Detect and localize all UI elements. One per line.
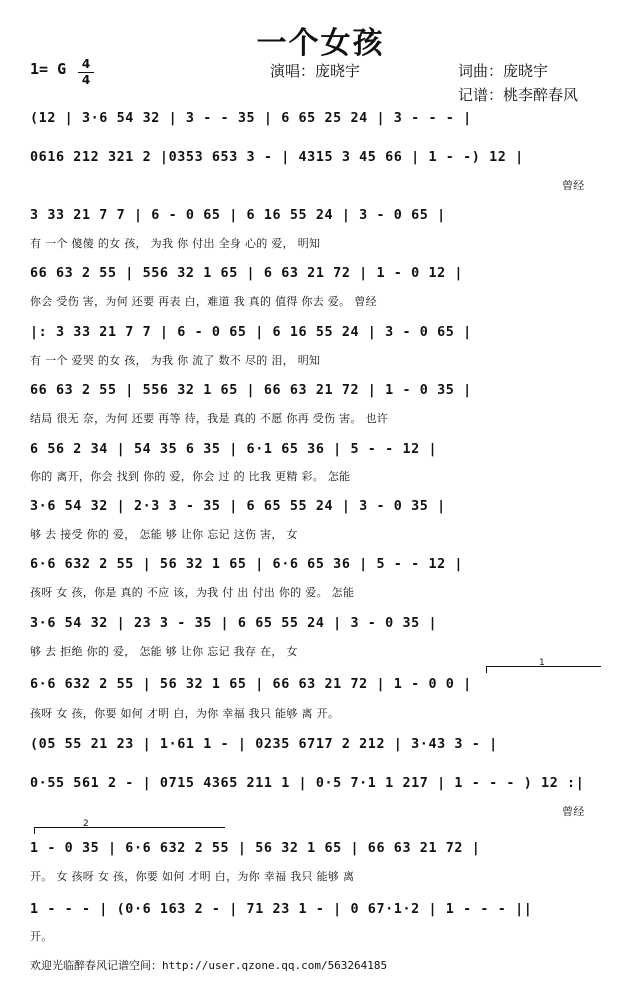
lyric-row-4: 你会 受伤 害，为何 还要 再表 白，难道 我 真的 值得 你去 爱。 曾经 <box>30 295 377 308</box>
score-row-8: 3·6 54 32 | 2·3 3 - 35 | 6 65 55 24 | 3 - 0 35 | <box>30 499 446 514</box>
transcriber-credit: 记谱：桃李醉春风 <box>458 86 579 104</box>
lyric-row-9: 孩呀 女 孩，你是 真的 不应 该，为我 付 出 付出 你的 爱。 怎能 <box>30 586 355 599</box>
volta-number-1: 1 <box>539 658 545 668</box>
score-row-12: (05 55 21 23 | 1·61 1 - | 0235 6717 2 212 | 3·43 3 - | <box>30 737 498 752</box>
lyric-row-2: 曾经 <box>562 179 585 192</box>
score-row-4: 66 63 2 55 | 556 32 1 65 | 6 63 21 72 | 1 - 0 12 | <box>30 266 464 281</box>
time-signature-bottom: 4 <box>81 73 91 87</box>
volta-bracket-1 <box>486 658 601 673</box>
lyric-row-8: 够 去 接受 你的 爱， 怎能 够 让你 忘记 这伤 害， 女 <box>30 528 298 541</box>
lyric-row-11: 孩呀 女 孩，你要 如何 才明 白，为你 幸福 我只 能够 离 开。 <box>30 707 340 720</box>
score-row-6: 66 63 2 55 | 556 32 1 65 | 66 63 21 72 | 1 - 0 35 | <box>30 383 472 398</box>
score-row-1: (12 | 3·6 54 32 | 3 - - 35 | 6 65 25 24 | 3 - - - | <box>30 111 472 126</box>
score-row-10: 3·6 54 32 | 23 3 - 35 | 6 65 55 24 | 3 - 0 35 | <box>30 616 438 631</box>
lyric-row-14: 开。 女 孩呀 女 孩，你要 如何 才明 白，为你 幸福 我只 能够 离 <box>30 870 355 883</box>
song-title: 一个女孩 <box>256 26 385 61</box>
key-signature: 1= G <box>30 60 67 78</box>
lyric-row-6: 结局 很无 奈，为何 还要 再等 待，我是 真的 不愿 你再 受伤 害。 也许 <box>30 412 389 425</box>
time-signature <box>78 58 94 87</box>
score-row-3: 3 33 21 7 7 | 6 - 0 65 | 6 16 55 24 | 3 - 0 65 | <box>30 208 446 223</box>
score-row-15: 1 - - - | (0·6 163 2 - | 71 23 1 - | 0 67·1·2 | 1 - - - || <box>30 902 533 917</box>
score-row-14: 1 - 0 35 | 6·6 632 2 55 | 56 32 1 65 | 66 63 21 72 | <box>30 841 481 856</box>
composer-credit: 词曲：庞晓宇 <box>458 62 549 80</box>
volta-bracket-2 <box>34 819 225 834</box>
score-row-5: |: 3 33 21 7 7 | 6 - 0 65 | 6 16 55 24 | 3 - 0 65 | <box>30 325 472 340</box>
score-row-9: 6·6 632 2 55 | 56 32 1 65 | 6·6 65 36 | 5 - - 12 | <box>30 557 464 572</box>
score-row-7: 6 56 2 34 | 54 35 6 35 | 6·1 65 36 | 5 - - 12 | <box>30 442 438 457</box>
score-row-11: 6·6 632 2 55 | 56 32 1 65 | 66 63 21 72 | 1 - 0 0 | <box>30 677 472 692</box>
singer-credit: 演唱：庞晓宇 <box>270 62 361 80</box>
score-row-13: 0·55 561 2 - | 0715 4365 211 1 | 0·5 7·1 1 217 | 1 - - - ) 12 :| <box>30 776 585 791</box>
time-signature-top: 4 <box>81 57 91 71</box>
lyric-row-10: 够 去 拒绝 你的 爱， 怎能 够 让你 忘记 我存 在， 女 <box>30 645 298 658</box>
score-row-2: 0616 212 321 2 |0353 653 3 - | 4315 3 45 66 | 1 - -) 12 | <box>30 150 524 165</box>
volta-number-2: 2 <box>83 819 89 829</box>
footer-link-text: 欢迎光临醉春风记谱空间：http://user.qzone.qq.com/563264185 <box>30 959 388 972</box>
lyric-row-7: 你的 离开，你会 找到 你的 爱，你会 过 的 比我 更精 彩。 怎能 <box>30 470 351 483</box>
lyric-row-3: 有 一个 傻傻 的女 孩， 为我 你 付出 全身 心的 爱， 明知 <box>30 237 321 250</box>
lyric-row-5: 有 一个 爱哭 的女 孩， 为我 你 流了 数不 尽的 泪， 明知 <box>30 354 321 367</box>
lyric-row-15: 开。 <box>30 930 53 943</box>
lyric-row-13: 曾经 <box>562 805 585 818</box>
